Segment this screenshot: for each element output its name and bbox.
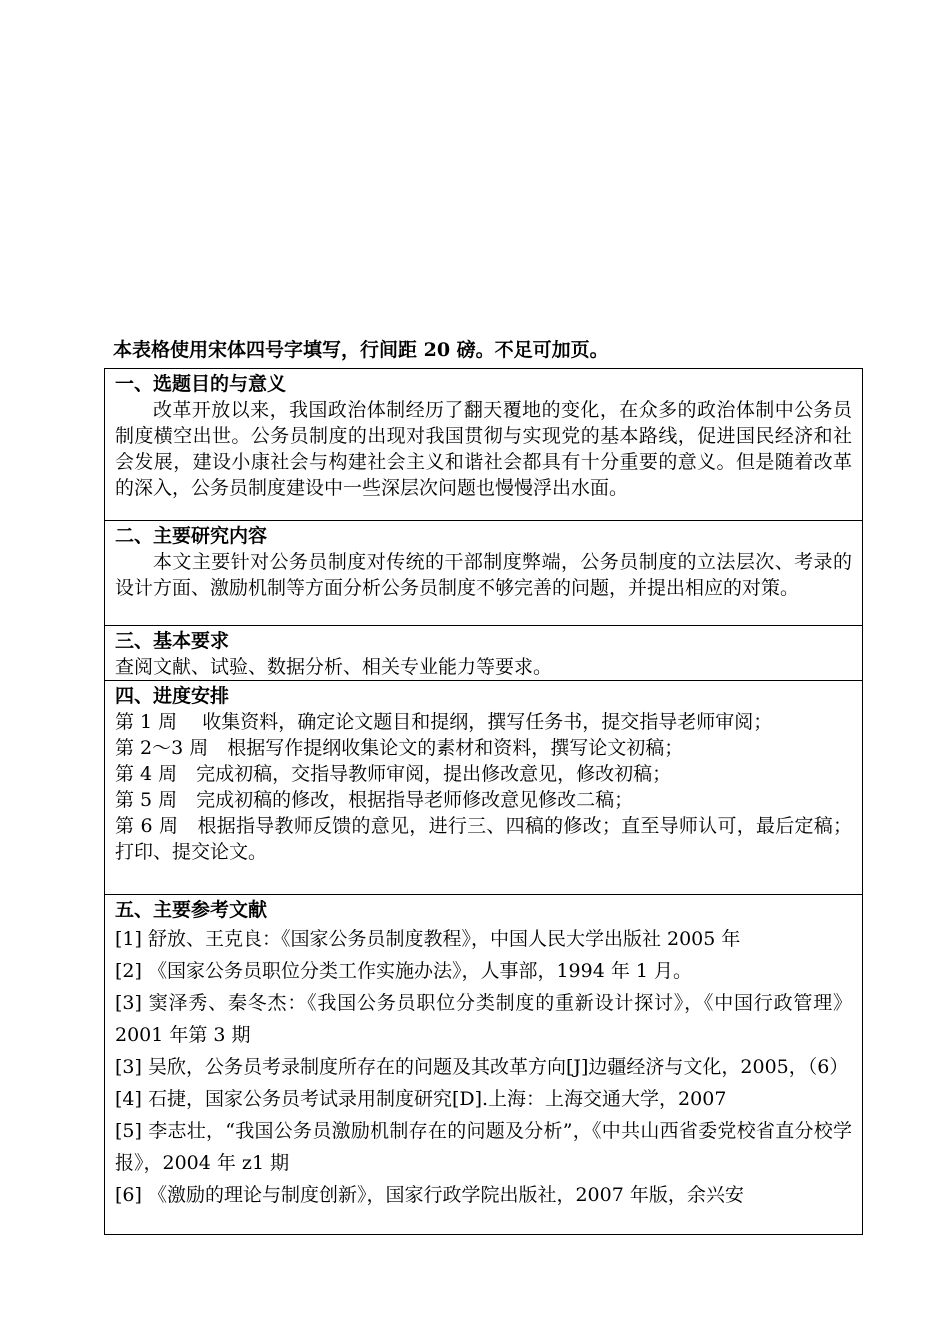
reference-item: [5] 李志壮，“我国公务员激励机制存在的问题及分析”，《中共山西省委党校省直分校学报》，2004 年 z1 期 — [115, 1120, 852, 1174]
section-body: 查阅文献、试验、数据分析、相关专业能力等要求。 — [115, 656, 553, 678]
schedule-item: 第 1 周 收集资料，确定论文题目和提纲，撰写任务书，提交指导老师审阅； — [115, 711, 773, 733]
section-basic-requirements-cell — [105, 626, 863, 681]
reference-item: [6] 《激励的理论与制度创新》，国家行政学院出版社，2007 年版，余兴安 — [115, 1184, 744, 1206]
schedule-item: 第 2～3 周 根据写作提纲收集论文的素材和资料，撰写论文初稿； — [115, 737, 684, 759]
section-title: 四、进度安排 — [115, 685, 230, 707]
section-body: 改革开放以来，我国政治体制经历了翻天覆地的变化，在众多的政治体制中公务员制度横空出世。公务员制度的出现对我国贯彻与实现党的基本路线，促进国民经济和社会发展，建设小康社会与构建社会主义和谐社会都具有十分重要的意义。但是随着改革的深入，公务员制度建设中一些深层次问题也慢慢浮出水面。 — [115, 399, 852, 499]
schedule-item: 第 6 周 根据指导教师反馈的意见，进行三、四稿的修改；直至导师认可，最后定稿；打印、提交论文。 — [115, 815, 852, 863]
reference-item: [4] 石捷，国家公务员考试录用制度研究[D].上海：上海交通大学，2007 — [115, 1088, 727, 1110]
schedule-item: 第 5 周 完成初稿的修改，根据指导老师修改意见修改二稿； — [115, 789, 634, 811]
reference-item: [2] 《国家公务员职位分类工作实施办法》，人事部，1994 年 1 月。 — [115, 960, 693, 982]
reference-item: [3] 窦泽秀、秦冬杰：《我国公务员职位分类制度的重新设计探讨》，《中国行政管理》2001 年第 3 期 — [115, 992, 852, 1046]
section-research-content-cell — [105, 521, 863, 626]
section-schedule — [105, 681, 863, 895]
section-research-content — [105, 521, 863, 626]
reference-item: [1] 舒放、王克良：《国家公务员制度教程》，中国人民大学出版社 2005 年 — [115, 928, 741, 950]
section-title: 三、基本要求 — [115, 630, 230, 652]
section-references — [105, 895, 863, 1235]
task-form-table — [104, 368, 863, 1235]
reference-item: [3] 吴欣，公务员考录制度所存在的问题及其改革方向[J]边疆经济与文化，2005，（6） — [115, 1056, 849, 1078]
section-references-cell — [105, 895, 863, 1235]
section-title: 二、主要研究内容 — [115, 525, 268, 547]
section-basic-requirements — [105, 626, 863, 681]
form-instruction-note: 本表格使用宋体四号字填写，行间距 20 磅。不足可加页。 — [113, 339, 609, 361]
section-title: 一、选题目的与意义 — [115, 373, 287, 395]
section-title: 五、主要参考文献 — [115, 899, 268, 921]
section-purpose-cell — [105, 369, 863, 521]
schedule-item: 第 4 周 完成初稿，交指导教师审阅，提出修改意见，修改初稿； — [115, 763, 672, 785]
section-body: 本文主要针对公务员制度对传统的干部制度弊端，公务员制度的立法层次、考录的设计方面、激励机制等方面分析公务员制度不够完善的问题，并提出相应的对策。 — [115, 551, 852, 599]
section-schedule-cell — [105, 681, 863, 895]
section-purpose — [105, 369, 863, 521]
